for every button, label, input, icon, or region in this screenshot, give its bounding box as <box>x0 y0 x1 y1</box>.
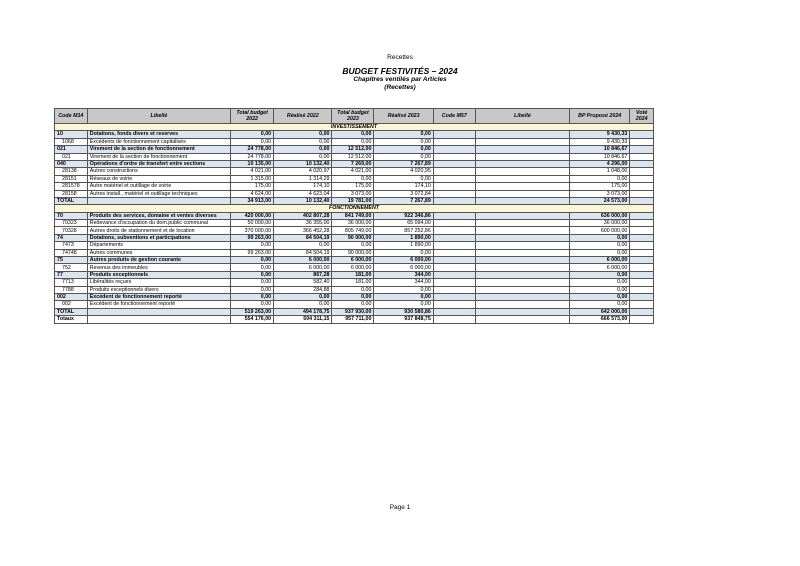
table-cell: 0,00 <box>274 242 332 249</box>
table-cell: Autres constructions <box>87 168 230 175</box>
table-cell: 84 504,19 <box>274 234 332 241</box>
table-cell: 0,00 <box>231 242 274 249</box>
col-header: Total budget 2023 <box>332 109 374 124</box>
table-cell <box>475 168 569 175</box>
table-cell <box>630 264 654 271</box>
table-cell: 6 000,00 <box>374 257 433 264</box>
table-cell: 0,00 <box>332 138 374 145</box>
table-cell: 805 749,00 <box>332 227 374 234</box>
table-cell: 930 580,86 <box>374 308 433 315</box>
table-cell: 6 000,00 <box>569 257 629 264</box>
table-cell: 12 512,00 <box>332 153 374 160</box>
table-cell: Autres droits de stationnement et de location <box>87 227 230 234</box>
table-cell <box>433 212 475 219</box>
table-cell: 0,00 <box>569 175 629 182</box>
table-cell <box>630 160 654 167</box>
col-header: Libellé <box>87 109 230 124</box>
table-cell: 6 000,00 <box>332 257 374 264</box>
table-cell: 420 000,00 <box>231 212 274 219</box>
table-cell <box>433 264 475 271</box>
table-cell: 70323 <box>55 220 88 227</box>
table-cell <box>630 153 654 160</box>
table-cell: 519 263,00 <box>231 308 274 315</box>
table-cell: 1 890,00 <box>374 234 433 241</box>
grand-total-row <box>55 316 654 323</box>
table-cell: 0,00 <box>569 279 629 286</box>
table-cell: 0,00 <box>569 234 629 241</box>
budget-table <box>54 108 654 324</box>
table-cell: 0,00 <box>274 153 332 160</box>
table-cell <box>87 316 230 323</box>
table-cell: 174,10 <box>374 183 433 190</box>
table-cell <box>433 242 475 249</box>
table-cell: 181,00 <box>332 279 374 286</box>
table-cell: Autre matériel et outillage de voirie <box>87 183 230 190</box>
table-cell <box>630 212 654 219</box>
table-cell: 7788 <box>55 286 88 293</box>
table-cell: 937 930,00 <box>332 308 374 315</box>
table-cell: 504 311,15 <box>274 316 332 323</box>
table-cell: 4 623,04 <box>274 190 332 197</box>
table-cell: 84 504,19 <box>274 249 332 256</box>
table-cell <box>433 316 475 323</box>
col-header: Réalisé 2022 <box>274 109 332 124</box>
table-cell: 002 <box>55 293 88 300</box>
table-cell: 10 <box>55 131 88 138</box>
document-subtitle: Chapitres ventilés par Articles <box>353 76 447 83</box>
table-cell: 70 <box>55 212 88 219</box>
table-cell <box>87 308 230 315</box>
table-cell: 4 020,95 <box>374 168 433 175</box>
table-cell: 0,00 <box>569 249 629 256</box>
table-cell: 0,00 <box>332 301 374 308</box>
article-row <box>55 242 654 249</box>
table-cell: 7473 <box>55 242 88 249</box>
table-cell: 4 021,00 <box>332 168 374 175</box>
table-cell <box>433 271 475 278</box>
table-body <box>55 124 654 324</box>
table-cell <box>475 234 569 241</box>
table-cell: Produits des services, domaine et ventes diverses <box>87 212 230 219</box>
table-cell: 24 778,00 <box>231 153 274 160</box>
table-cell: 4 020,97 <box>274 168 332 175</box>
article-row <box>55 153 654 160</box>
table-cell: 402 807,28 <box>274 212 332 219</box>
table-cell: 281578 <box>55 183 88 190</box>
article-row <box>55 301 654 308</box>
table-cell: 28151 <box>55 175 88 182</box>
table-cell: 24 778,00 <box>231 146 274 153</box>
table-cell: 4 624,00 <box>231 190 274 197</box>
table-cell: 181,00 <box>332 271 374 278</box>
table-cell <box>630 316 654 323</box>
table-cell: 636 000,00 <box>569 212 629 219</box>
chapter-row <box>55 234 654 241</box>
table-cell: 1 314,29 <box>274 175 332 182</box>
table-cell: 99 263,00 <box>231 234 274 241</box>
table-cell: Redevance d'occupation du dom.public communal <box>87 220 230 227</box>
section-label: INVESTISSEMENT <box>55 124 654 131</box>
table-cell: 666 573,00 <box>569 316 629 323</box>
table-cell <box>433 131 475 138</box>
table-cell <box>433 153 475 160</box>
table-cell: 344,00 <box>374 271 433 278</box>
table-cell: 0,00 <box>374 249 433 256</box>
table-cell: 0,00 <box>569 271 629 278</box>
table-cell: TOTAL <box>55 197 88 204</box>
table-cell: 7713 <box>55 279 88 286</box>
table-cell: 0,00 <box>374 175 433 182</box>
table-cell <box>475 316 569 323</box>
table-cell: 554 176,00 <box>231 316 274 323</box>
table-cell: Produits exceptionnels divers <box>87 286 230 293</box>
table-cell <box>630 183 654 190</box>
chapter-row <box>55 131 654 138</box>
table-cell <box>630 175 654 182</box>
table-cell <box>433 168 475 175</box>
table-cell: 0,00 <box>332 242 374 249</box>
table-cell <box>630 271 654 278</box>
table-cell <box>433 197 475 204</box>
table-cell <box>630 168 654 175</box>
table-cell <box>433 160 475 167</box>
table-cell: 34 913,00 <box>231 197 274 204</box>
article-row <box>55 286 654 293</box>
table-cell <box>630 257 654 264</box>
table-cell <box>433 138 475 145</box>
table-cell: Virement de la section de fonctionnement <box>87 146 230 153</box>
table-cell: 6 000,00 <box>374 264 433 271</box>
col-header: Total budget 2022 <box>231 109 274 124</box>
table-cell: 841 749,00 <box>332 212 374 219</box>
table-cell: 0,00 <box>231 138 274 145</box>
table-cell: Excédent de fonctionnement reporté <box>87 293 230 300</box>
table-cell: 1 048,00 <box>569 168 629 175</box>
table-cell <box>433 190 475 197</box>
table-cell: TOTAL <box>55 308 88 315</box>
col-header: Réalisé 2023 <box>374 109 433 124</box>
table-cell: 10 132,40 <box>274 160 332 167</box>
table-cell: 12 512,00 <box>332 146 374 153</box>
table-cell: 75 <box>55 257 88 264</box>
table-cell: 040 <box>55 160 88 167</box>
section-label: FONCTIONNEMENT <box>55 205 654 212</box>
col-header: Voté 2024 <box>630 109 654 124</box>
table-cell: 99 263,00 <box>231 249 274 256</box>
table-cell: 0,00 <box>374 146 433 153</box>
table-cell: Libéralités reçues <box>87 279 230 286</box>
table-cell: 74748 <box>55 249 88 256</box>
table-cell <box>475 301 569 308</box>
table-cell: 752 <box>55 264 88 271</box>
table-cell: 3 072,84 <box>374 190 433 197</box>
table-cell <box>475 212 569 219</box>
table-cell: Excédent de fonctionnement reporté <box>87 301 230 308</box>
table-cell: Autres install., matériel et outillage techniques <box>87 190 230 197</box>
article-row <box>55 227 654 234</box>
table-cell: 0,00 <box>374 138 433 145</box>
table-cell: 65 094,00 <box>374 220 433 227</box>
table-cell: 002 <box>55 301 88 308</box>
total-row <box>55 308 654 315</box>
table-cell: 19 781,00 <box>332 197 374 204</box>
table-cell <box>433 227 475 234</box>
table-cell <box>433 308 475 315</box>
table-cell <box>475 183 569 190</box>
table-cell: Revenus des immeubles <box>87 264 230 271</box>
table-cell: 175,00 <box>569 183 629 190</box>
table-cell: 70328 <box>55 227 88 234</box>
table-cell <box>475 279 569 286</box>
table-cell: 582,40 <box>274 279 332 286</box>
article-row <box>55 175 654 182</box>
table-cell <box>475 138 569 145</box>
table-cell: 0,00 <box>231 271 274 278</box>
col-header: Code M14 <box>55 109 88 124</box>
table-cell: 10 846,67 <box>569 146 629 153</box>
table-cell: 36 000,00 <box>569 220 629 227</box>
table-cell: 10 132,40 <box>274 197 332 204</box>
document-subtitle-secondary: (Recettes) <box>384 84 416 91</box>
table-cell <box>475 220 569 227</box>
table-cell: 7 269,00 <box>332 160 374 167</box>
table-cell: 642 000,00 <box>569 308 629 315</box>
table-cell: 28158 <box>55 190 88 197</box>
table-cell: 9 430,33 <box>569 138 629 145</box>
table-cell <box>630 301 654 308</box>
table-header-row <box>55 109 654 124</box>
table-cell: 7 267,89 <box>374 197 433 204</box>
table-cell <box>475 286 569 293</box>
table-cell <box>433 249 475 256</box>
table-cell <box>433 146 475 153</box>
table-cell: 9 430,33 <box>569 131 629 138</box>
table-cell: Produits exceptionnels <box>87 271 230 278</box>
table-cell: 6 000,00 <box>332 264 374 271</box>
table-cell <box>433 279 475 286</box>
table-cell <box>475 242 569 249</box>
table-cell: 175,00 <box>332 183 374 190</box>
table-cell <box>475 190 569 197</box>
table-cell: 4 296,00 <box>569 160 629 167</box>
table-cell: 28138 <box>55 168 88 175</box>
table-cell <box>630 131 654 138</box>
table-cell: 1 315,00 <box>231 175 274 182</box>
document-title: BUDGET FESTIVITÉS – 2024 <box>342 66 458 76</box>
table-cell: Totaux <box>55 316 88 323</box>
table-cell: 6 000,00 <box>274 257 332 264</box>
table-cell <box>475 293 569 300</box>
table-cell <box>475 146 569 153</box>
table-cell: 0,00 <box>274 138 332 145</box>
table-cell <box>433 257 475 264</box>
table-cell <box>630 138 654 145</box>
table-cell: 175,00 <box>231 183 274 190</box>
table-cell: 0,00 <box>231 293 274 300</box>
table-cell <box>475 175 569 182</box>
table-cell: 0,00 <box>569 301 629 308</box>
table-cell: 0,00 <box>332 131 374 138</box>
table-cell: 90 000,00 <box>332 249 374 256</box>
table-cell: 366 452,28 <box>274 227 332 234</box>
table-cell: Dotations, fonds divers et reserves <box>87 131 230 138</box>
table-cell <box>630 227 654 234</box>
table-cell <box>630 286 654 293</box>
table-cell: 0,00 <box>332 286 374 293</box>
table-cell <box>433 234 475 241</box>
table-cell: Autres communes <box>87 249 230 256</box>
col-header: BP Proposé 2024 <box>569 109 629 124</box>
chapter-row <box>55 160 654 167</box>
article-row <box>55 249 654 256</box>
table-cell: 6 000,00 <box>274 264 332 271</box>
table-cell: 0,00 <box>374 286 433 293</box>
col-header: Libellé <box>475 109 569 124</box>
table-cell <box>630 279 654 286</box>
table-cell <box>475 131 569 138</box>
table-cell <box>433 220 475 227</box>
table-cell: Autres produits de gestion courante <box>87 257 230 264</box>
table-cell <box>475 264 569 271</box>
table-cell <box>475 308 569 315</box>
table-cell: 0,00 <box>374 153 433 160</box>
page-footer: Page 1 <box>389 504 411 511</box>
table-cell: 0,00 <box>274 293 332 300</box>
table-cell: 021 <box>55 146 88 153</box>
table-cell: 50 000,00 <box>231 220 274 227</box>
article-row <box>55 279 654 286</box>
table-cell <box>630 190 654 197</box>
page-header: Recettes <box>387 54 413 61</box>
table-cell: 24 573,00 <box>569 197 629 204</box>
table-cell: 1068 <box>55 138 88 145</box>
table-cell <box>433 175 475 182</box>
chapter-row <box>55 257 654 264</box>
table-cell: Réseaux de voirie <box>87 175 230 182</box>
table-cell: 3 073,00 <box>569 190 629 197</box>
table-cell: 0,00 <box>231 264 274 271</box>
total-row <box>55 197 654 204</box>
table-cell: 0,00 <box>374 131 433 138</box>
table-cell: 957 711,00 <box>332 316 374 323</box>
table-cell: 0,00 <box>231 279 274 286</box>
table-cell: 74 <box>55 234 88 241</box>
table-cell <box>630 234 654 241</box>
table-cell: 344,00 <box>374 279 433 286</box>
table-cell: Dotations, subventions et participations <box>87 234 230 241</box>
table-cell <box>475 153 569 160</box>
table-cell <box>630 146 654 153</box>
table-cell: 021 <box>55 153 88 160</box>
table-cell: 0,00 <box>274 131 332 138</box>
table-cell <box>87 197 230 204</box>
table-cell: 0,00 <box>332 175 374 182</box>
table-cell: 370 000,00 <box>231 227 274 234</box>
table-cell <box>433 286 475 293</box>
table-cell <box>433 301 475 308</box>
table-cell: 3 073,00 <box>332 190 374 197</box>
table-cell: 0,00 <box>332 293 374 300</box>
table-cell: 0,00 <box>374 293 433 300</box>
table-cell: 0,00 <box>569 293 629 300</box>
table-cell: 0,00 <box>569 242 629 249</box>
table-cell <box>630 197 654 204</box>
table-cell: 0,00 <box>569 286 629 293</box>
table-cell: 90 000,00 <box>332 234 374 241</box>
table-cell <box>475 197 569 204</box>
table-cell: 10 135,00 <box>231 160 274 167</box>
table-cell: 36 355,00 <box>274 220 332 227</box>
table-cell: 1 890,00 <box>374 242 433 249</box>
article-row <box>55 138 654 145</box>
article-row <box>55 183 654 190</box>
table-cell <box>433 293 475 300</box>
table-cell: Opérations d'ordre de transfert entre sections <box>87 160 230 167</box>
table-cell: 494 178,75 <box>274 308 332 315</box>
table-cell <box>475 227 569 234</box>
table-cell: Virement de la section de fonctionnement <box>87 153 230 160</box>
table-cell: 600 000,00 <box>569 227 629 234</box>
table-cell <box>475 249 569 256</box>
table-cell: 937 848,75 <box>374 316 433 323</box>
table-cell: 284,88 <box>274 286 332 293</box>
table-cell <box>475 257 569 264</box>
table-cell <box>433 183 475 190</box>
table-cell: 0,00 <box>374 301 433 308</box>
article-row <box>55 190 654 197</box>
table-cell: Excédents de fonctionnement capitalisés <box>87 138 230 145</box>
article-row <box>55 264 654 271</box>
table-cell: 6 000,00 <box>569 264 629 271</box>
table-cell <box>630 220 654 227</box>
chapter-row <box>55 271 654 278</box>
chapter-row <box>55 293 654 300</box>
table-cell: 0,00 <box>231 286 274 293</box>
table-cell: 0,00 <box>274 301 332 308</box>
table-cell <box>475 271 569 278</box>
table-cell: 867,28 <box>274 271 332 278</box>
table-cell <box>475 160 569 167</box>
table-cell: 922 346,86 <box>374 212 433 219</box>
col-header: Code M57 <box>433 109 475 124</box>
table-cell: 857 252,86 <box>374 227 433 234</box>
section-header-row <box>55 124 654 131</box>
table-cell: 0,00 <box>231 301 274 308</box>
table-cell: 4 021,00 <box>231 168 274 175</box>
table-cell: 0,00 <box>231 257 274 264</box>
table-cell: 0,00 <box>231 131 274 138</box>
table-cell: 77 <box>55 271 88 278</box>
table-cell: 10 846,67 <box>569 153 629 160</box>
table-cell: 0,00 <box>274 146 332 153</box>
chapter-row <box>55 212 654 219</box>
chapter-row <box>55 146 654 153</box>
article-row <box>55 168 654 175</box>
table-cell: 174,10 <box>274 183 332 190</box>
table-cell <box>630 249 654 256</box>
article-row <box>55 220 654 227</box>
table-cell <box>630 308 654 315</box>
table-cell: 36 000,00 <box>332 220 374 227</box>
section-header-row <box>55 205 654 212</box>
table-cell: 7 267,89 <box>374 160 433 167</box>
table-cell <box>630 242 654 249</box>
table-cell: Départements <box>87 242 230 249</box>
table-cell <box>630 293 654 300</box>
